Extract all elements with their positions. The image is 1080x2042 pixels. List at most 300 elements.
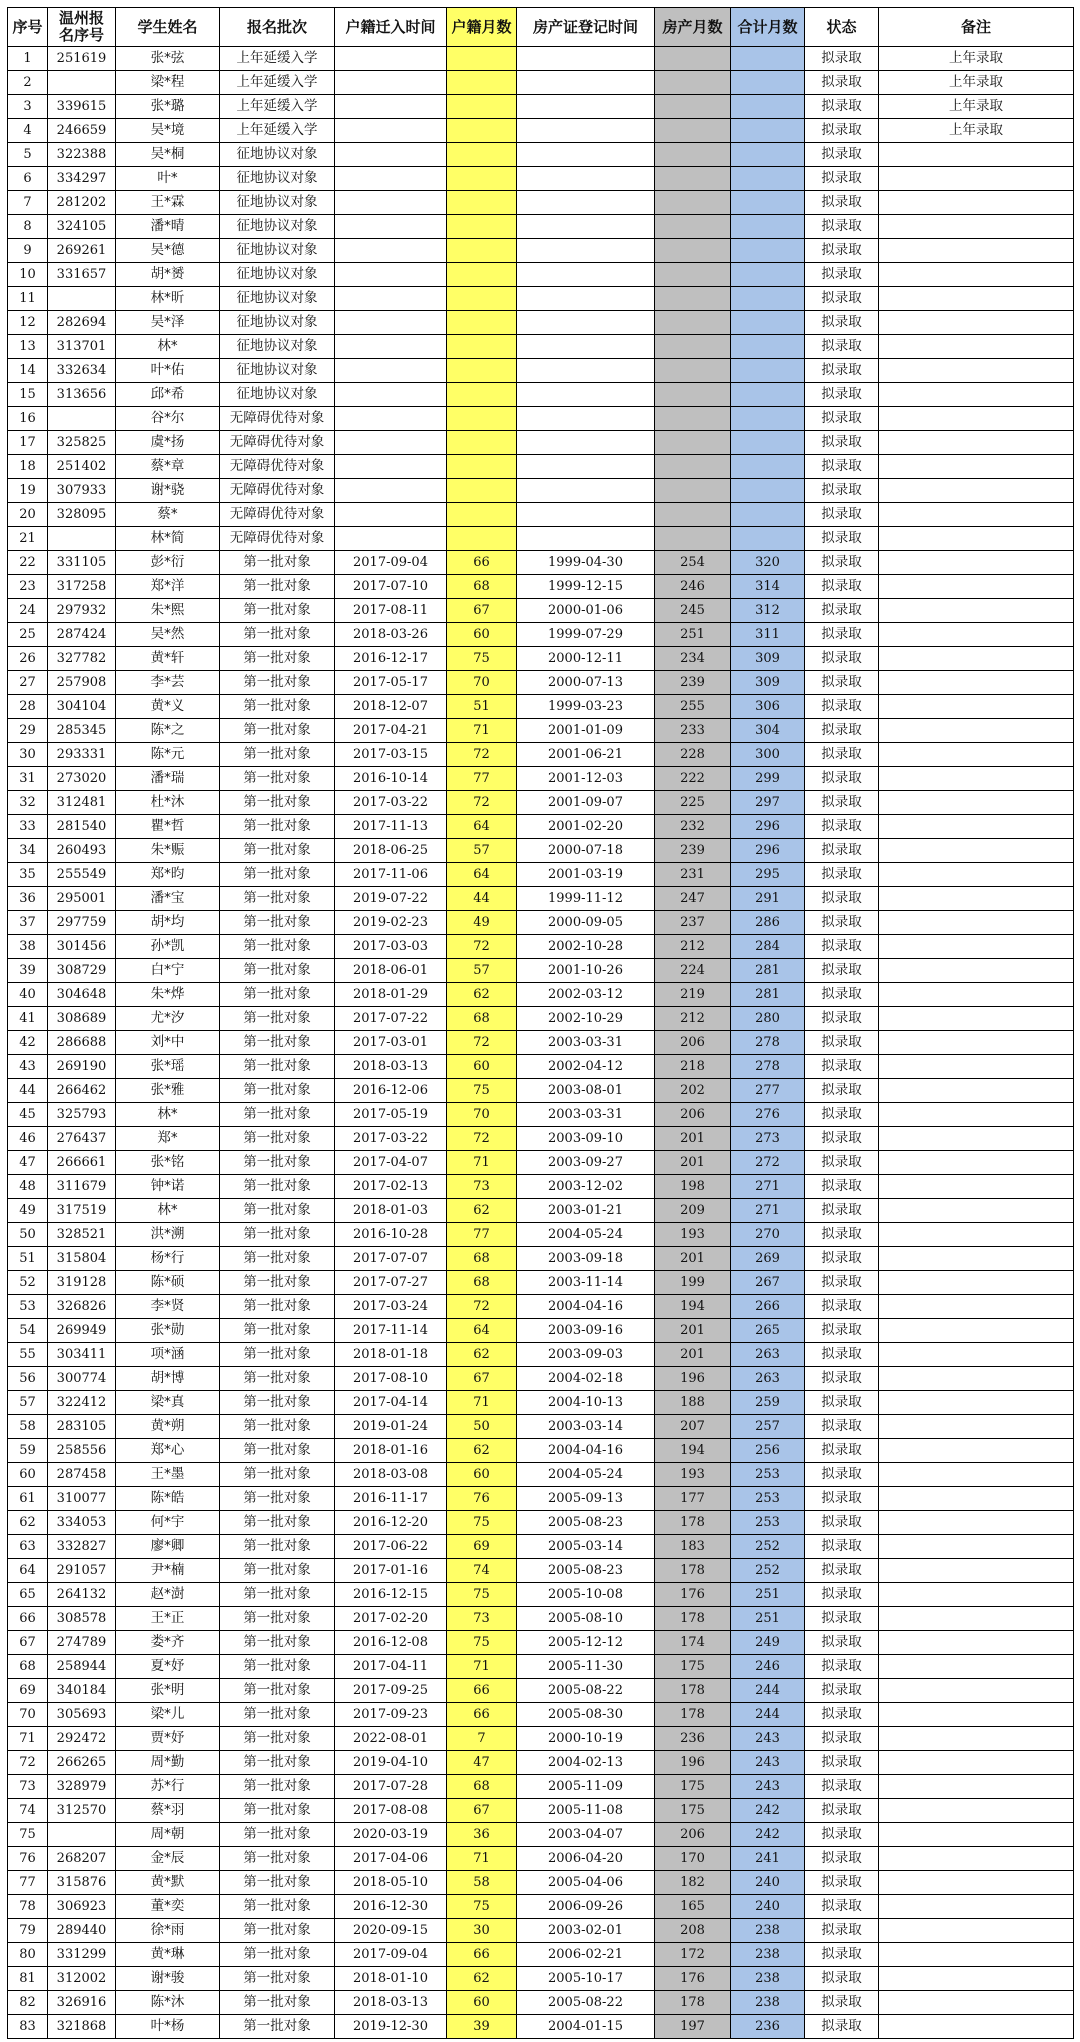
cell-remark	[879, 1559, 1074, 1583]
cell-hukou-date: 2016-12-08	[335, 1631, 447, 1655]
cell-property-months: 251	[655, 623, 731, 647]
cell-hukou-date: 2017-07-22	[335, 1007, 447, 1031]
cell-property-months: 233	[655, 719, 731, 743]
cell-batch: 第一批对象	[220, 1679, 335, 1703]
cell-hukou-date	[335, 143, 447, 167]
cell-total-months: 271	[731, 1199, 805, 1223]
table-row	[8, 479, 1074, 503]
cell-remark	[879, 1535, 1074, 1559]
table-row	[8, 1655, 1074, 1679]
cell-hukou-date: 2018-03-13	[335, 1055, 447, 1079]
table-row	[8, 1367, 1074, 1391]
cell-regno: 313656	[48, 383, 116, 407]
cell-seq: 43	[8, 1055, 48, 1079]
cell-seq: 41	[8, 1007, 48, 1031]
cell-regno: 251619	[48, 47, 116, 71]
cell-total-months	[731, 335, 805, 359]
table-row	[8, 1487, 1074, 1511]
cell-remark	[879, 431, 1074, 455]
cell-hukou-date	[335, 191, 447, 215]
cell-seq: 22	[8, 551, 48, 575]
header-regno	[48, 8, 116, 47]
table-row	[8, 1031, 1074, 1055]
cell-hukou-date	[335, 119, 447, 143]
table-row	[8, 191, 1074, 215]
cell-status: 拟录取	[805, 1079, 879, 1103]
cell-batch: 第一批对象	[220, 1895, 335, 1919]
cell-regno: 310077	[48, 1487, 116, 1511]
cell-status: 拟录取	[805, 599, 879, 623]
cell-property-months: 228	[655, 743, 731, 767]
cell-regno: 295001	[48, 887, 116, 911]
cell-property-date: 2003-09-10	[517, 1127, 655, 1151]
cell-batch: 第一批对象	[220, 2015, 335, 2039]
cell-property-date: 2000-07-18	[517, 839, 655, 863]
table-row	[8, 167, 1074, 191]
cell-property-date: 1999-03-23	[517, 695, 655, 719]
cell-hukou-date: 2017-07-07	[335, 1247, 447, 1271]
cell-hukou-months	[447, 383, 517, 407]
cell-batch: 第一批对象	[220, 1295, 335, 1319]
table-row	[8, 1967, 1074, 1991]
cell-hukou-months	[447, 143, 517, 167]
cell-batch: 征地协议对象	[220, 383, 335, 407]
cell-regno: 269949	[48, 1319, 116, 1343]
cell-total-months: 253	[731, 1511, 805, 1535]
cell-hukou-months: 62	[447, 1439, 517, 1463]
cell-status: 拟录取	[805, 1607, 879, 1631]
cell-status: 拟录取	[805, 983, 879, 1007]
cell-property-months: 196	[655, 1367, 731, 1391]
cell-hukou-date	[335, 215, 447, 239]
cell-batch: 第一批对象	[220, 1847, 335, 1871]
cell-remark	[879, 455, 1074, 479]
cell-property-months: 232	[655, 815, 731, 839]
table-row	[8, 143, 1074, 167]
cell-status: 拟录取	[805, 863, 879, 887]
table-row	[8, 959, 1074, 983]
cell-batch: 第一批对象	[220, 1199, 335, 1223]
table-row	[8, 1463, 1074, 1487]
cell-hukou-months: 71	[447, 1847, 517, 1871]
cell-regno: 328979	[48, 1775, 116, 1799]
cell-remark	[879, 767, 1074, 791]
cell-remark	[879, 311, 1074, 335]
cell-seq: 47	[8, 1151, 48, 1175]
cell-property-date: 2001-02-20	[517, 815, 655, 839]
cell-property-months: 176	[655, 1967, 731, 1991]
cell-property-months: 208	[655, 1919, 731, 1943]
cell-batch: 无障碍优待对象	[220, 503, 335, 527]
cell-total-months: 249	[731, 1631, 805, 1655]
cell-status: 拟录取	[805, 1247, 879, 1271]
cell-regno: 269190	[48, 1055, 116, 1079]
cell-property-date: 2005-03-14	[517, 1535, 655, 1559]
cell-batch: 第一批对象	[220, 1055, 335, 1079]
cell-remark	[879, 215, 1074, 239]
cell-property-date	[517, 263, 655, 287]
cell-batch: 第一批对象	[220, 935, 335, 959]
cell-hukou-date: 2016-12-30	[335, 1895, 447, 1919]
cell-name: 张*勋	[116, 1319, 220, 1343]
cell-hukou-date	[335, 239, 447, 263]
cell-hukou-date: 2017-07-28	[335, 1775, 447, 1799]
table-row	[8, 1055, 1074, 1079]
cell-remark	[879, 935, 1074, 959]
cell-hukou-months: 60	[447, 1055, 517, 1079]
cell-total-months: 278	[731, 1055, 805, 1079]
table-row	[8, 1391, 1074, 1415]
cell-status: 拟录取	[805, 1511, 879, 1535]
cell-batch: 第一批对象	[220, 1991, 335, 2015]
cell-name: 郑*心	[116, 1439, 220, 1463]
cell-hukou-months	[447, 239, 517, 263]
cell-seq: 4	[8, 119, 48, 143]
cell-property-date: 2002-10-28	[517, 935, 655, 959]
cell-property-date: 2005-08-23	[517, 1511, 655, 1535]
cell-name: 梁*程	[116, 71, 220, 95]
cell-status: 拟录取	[805, 287, 879, 311]
cell-regno: 331657	[48, 263, 116, 287]
table-row	[8, 1919, 1074, 1943]
cell-hukou-date	[335, 311, 447, 335]
cell-batch: 第一批对象	[220, 863, 335, 887]
cell-property-months	[655, 191, 731, 215]
cell-total-months: 243	[731, 1727, 805, 1751]
cell-remark	[879, 1127, 1074, 1151]
cell-total-months: 240	[731, 1895, 805, 1919]
cell-regno	[48, 407, 116, 431]
cell-name: 吴*德	[116, 239, 220, 263]
cell-total-months: 312	[731, 599, 805, 623]
cell-hukou-date: 2017-11-13	[335, 815, 447, 839]
cell-regno	[48, 287, 116, 311]
cell-seq: 53	[8, 1295, 48, 1319]
table-row	[8, 1991, 1074, 2015]
cell-hukou-months: 30	[447, 1919, 517, 1943]
cell-batch: 第一批对象	[220, 1703, 335, 1727]
cell-remark	[879, 167, 1074, 191]
cell-name: 叶*杨	[116, 2015, 220, 2039]
cell-total-months: 263	[731, 1367, 805, 1391]
table-row	[8, 311, 1074, 335]
cell-name: 谢*骁	[116, 479, 220, 503]
cell-total-months: 267	[731, 1271, 805, 1295]
cell-property-months	[655, 95, 731, 119]
cell-remark: 上年录取	[879, 119, 1074, 143]
cell-regno: 246659	[48, 119, 116, 143]
table-row	[8, 1079, 1074, 1103]
cell-remark	[879, 671, 1074, 695]
cell-seq: 76	[8, 1847, 48, 1871]
table-row	[8, 239, 1074, 263]
cell-regno: 317519	[48, 1199, 116, 1223]
cell-property-months: 231	[655, 863, 731, 887]
cell-hukou-months: 77	[447, 767, 517, 791]
cell-property-months: 178	[655, 1607, 731, 1631]
cell-hukou-date: 2020-03-19	[335, 1823, 447, 1847]
cell-property-date: 1999-11-12	[517, 887, 655, 911]
cell-regno: 315804	[48, 1247, 116, 1271]
cell-batch: 第一批对象	[220, 1343, 335, 1367]
header-hukou-months: 户籍月数	[447, 8, 517, 47]
cell-hukou-date: 2018-01-18	[335, 1343, 447, 1367]
cell-property-months: 255	[655, 695, 731, 719]
cell-status: 拟录取	[805, 1271, 879, 1295]
cell-status: 拟录取	[805, 1319, 879, 1343]
cell-batch: 第一批对象	[220, 1391, 335, 1415]
cell-remark	[879, 719, 1074, 743]
cell-hukou-date: 2016-10-28	[335, 1223, 447, 1247]
cell-hukou-months	[447, 167, 517, 191]
cell-name: 张*弦	[116, 47, 220, 71]
table-row	[8, 791, 1074, 815]
cell-seq: 30	[8, 743, 48, 767]
cell-status: 拟录取	[805, 647, 879, 671]
cell-property-date: 2005-08-22	[517, 1679, 655, 1703]
cell-name: 周*勤	[116, 1751, 220, 1775]
cell-total-months: 238	[731, 1991, 805, 2015]
cell-batch: 第一批对象	[220, 1919, 335, 1943]
cell-property-date	[517, 239, 655, 263]
cell-batch: 第一批对象	[220, 1223, 335, 1247]
cell-total-months	[731, 215, 805, 239]
cell-hukou-months	[447, 287, 517, 311]
cell-regno: 305693	[48, 1703, 116, 1727]
cell-regno: 289440	[48, 1919, 116, 1943]
header-seq: 序号	[8, 8, 48, 47]
cell-hukou-months: 70	[447, 1103, 517, 1127]
cell-batch: 第一批对象	[220, 1319, 335, 1343]
cell-hukou-date: 2016-10-14	[335, 767, 447, 791]
cell-hukou-months: 67	[447, 1799, 517, 1823]
cell-seq: 74	[8, 1799, 48, 1823]
table-row	[8, 983, 1074, 1007]
cell-regno: 260493	[48, 839, 116, 863]
cell-total-months: 309	[731, 647, 805, 671]
cell-regno: 321868	[48, 2015, 116, 2039]
cell-property-date	[517, 47, 655, 71]
cell-total-months: 238	[731, 1967, 805, 1991]
cell-batch: 征地协议对象	[220, 167, 335, 191]
cell-hukou-date: 2018-03-26	[335, 623, 447, 647]
cell-name: 白*宁	[116, 959, 220, 983]
cell-hukou-months: 62	[447, 983, 517, 1007]
cell-seq: 24	[8, 599, 48, 623]
cell-name: 王*正	[116, 1607, 220, 1631]
cell-remark	[879, 983, 1074, 1007]
cell-property-date: 2002-03-12	[517, 983, 655, 1007]
cell-status: 拟录取	[805, 1367, 879, 1391]
cell-total-months: 242	[731, 1799, 805, 1823]
cell-batch: 第一批对象	[220, 1151, 335, 1175]
cell-name: 钟*诺	[116, 1175, 220, 1199]
cell-property-date	[517, 383, 655, 407]
cell-regno: 334053	[48, 1511, 116, 1535]
cell-hukou-months: 73	[447, 1607, 517, 1631]
cell-total-months: 252	[731, 1535, 805, 1559]
cell-batch: 征地协议对象	[220, 335, 335, 359]
table-row	[8, 719, 1074, 743]
cell-total-months: 278	[731, 1031, 805, 1055]
cell-hukou-months	[447, 407, 517, 431]
cell-batch: 第一批对象	[220, 815, 335, 839]
cell-status: 拟录取	[805, 743, 879, 767]
cell-total-months: 270	[731, 1223, 805, 1247]
cell-hukou-months: 66	[447, 1679, 517, 1703]
cell-remark	[879, 599, 1074, 623]
cell-property-date: 2005-08-10	[517, 1607, 655, 1631]
cell-total-months	[731, 503, 805, 527]
cell-hukou-months	[447, 71, 517, 95]
cell-property-months: 183	[655, 1535, 731, 1559]
cell-hukou-date: 2017-04-06	[335, 1847, 447, 1871]
cell-property-date: 2001-12-03	[517, 767, 655, 791]
cell-batch: 第一批对象	[220, 575, 335, 599]
cell-property-months: 237	[655, 911, 731, 935]
cell-hukou-date: 2017-09-04	[335, 1943, 447, 1967]
cell-seq: 52	[8, 1271, 48, 1295]
cell-hukou-date: 2017-09-23	[335, 1703, 447, 1727]
cell-hukou-date: 2017-05-17	[335, 671, 447, 695]
cell-property-months: 234	[655, 647, 731, 671]
cell-seq: 46	[8, 1127, 48, 1151]
cell-hukou-date: 2017-08-08	[335, 1799, 447, 1823]
cell-regno: 258556	[48, 1439, 116, 1463]
cell-status: 拟录取	[805, 1847, 879, 1871]
cell-remark	[879, 743, 1074, 767]
cell-hukou-months: 64	[447, 815, 517, 839]
cell-remark	[879, 1055, 1074, 1079]
cell-status: 拟录取	[805, 1943, 879, 1967]
cell-hukou-months: 73	[447, 1175, 517, 1199]
cell-total-months: 295	[731, 863, 805, 887]
cell-regno: 304104	[48, 695, 116, 719]
cell-property-months	[655, 503, 731, 527]
cell-remark	[879, 1631, 1074, 1655]
cell-status: 拟录取	[805, 143, 879, 167]
cell-hukou-months: 67	[447, 599, 517, 623]
cell-name: 陈*元	[116, 743, 220, 767]
cell-property-date	[517, 359, 655, 383]
cell-name: 蔡*章	[116, 455, 220, 479]
cell-status: 拟录取	[805, 95, 879, 119]
cell-seq: 2	[8, 71, 48, 95]
cell-total-months: 269	[731, 1247, 805, 1271]
cell-status: 拟录取	[805, 1895, 879, 1919]
cell-regno: 266661	[48, 1151, 116, 1175]
cell-property-months: 201	[655, 1151, 731, 1175]
cell-property-months: 175	[655, 1799, 731, 1823]
cell-status: 拟录取	[805, 815, 879, 839]
cell-hukou-months: 57	[447, 839, 517, 863]
table-row	[8, 1535, 1074, 1559]
cell-name: 尤*汐	[116, 1007, 220, 1031]
cell-hukou-months	[447, 215, 517, 239]
cell-status: 拟录取	[805, 1127, 879, 1151]
cell-total-months: 271	[731, 1175, 805, 1199]
cell-hukou-date	[335, 407, 447, 431]
cell-batch: 无障碍优待对象	[220, 455, 335, 479]
cell-status: 拟录取	[805, 1439, 879, 1463]
cell-seq: 1	[8, 47, 48, 71]
cell-status: 拟录取	[805, 1487, 879, 1511]
cell-property-date: 2003-03-14	[517, 1415, 655, 1439]
cell-status: 拟录取	[805, 1151, 879, 1175]
cell-hukou-date: 2016-12-06	[335, 1079, 447, 1103]
cell-property-months: 209	[655, 1199, 731, 1223]
cell-name: 张*铭	[116, 1151, 220, 1175]
cell-property-months: 178	[655, 1559, 731, 1583]
cell-regno: 304648	[48, 983, 116, 1007]
cell-property-months: 178	[655, 1703, 731, 1727]
cell-hukou-months: 60	[447, 1991, 517, 2015]
cell-property-months	[655, 119, 731, 143]
cell-regno: 327782	[48, 647, 116, 671]
cell-seq: 82	[8, 1991, 48, 2015]
cell-hukou-months: 76	[447, 1487, 517, 1511]
cell-hukou-months: 7	[447, 1727, 517, 1751]
cell-property-date: 2003-09-18	[517, 1247, 655, 1271]
cell-regno: 292472	[48, 1727, 116, 1751]
cell-status: 拟录取	[805, 1535, 879, 1559]
cell-total-months: 277	[731, 1079, 805, 1103]
cell-name: 黄*琳	[116, 1943, 220, 1967]
cell-hukou-date: 2017-07-10	[335, 575, 447, 599]
cell-regno: 287458	[48, 1463, 116, 1487]
cell-property-date	[517, 143, 655, 167]
cell-property-months: 172	[655, 1943, 731, 1967]
cell-total-months: 266	[731, 1295, 805, 1319]
cell-name: 郑*洋	[116, 575, 220, 599]
cell-total-months: 304	[731, 719, 805, 743]
cell-seq: 56	[8, 1367, 48, 1391]
cell-batch: 第一批对象	[220, 1487, 335, 1511]
table-row	[8, 1295, 1074, 1319]
cell-hukou-date: 2018-03-08	[335, 1463, 447, 1487]
cell-total-months: 253	[731, 1487, 805, 1511]
cell-status: 拟录取	[805, 1463, 879, 1487]
cell-batch: 第一批对象	[220, 1031, 335, 1055]
cell-seq: 63	[8, 1535, 48, 1559]
cell-seq: 70	[8, 1703, 48, 1727]
cell-status: 拟录取	[805, 1655, 879, 1679]
cell-seq: 36	[8, 887, 48, 911]
table-row	[8, 335, 1074, 359]
cell-hukou-months: 57	[447, 959, 517, 983]
cell-hukou-date	[335, 455, 447, 479]
table-row	[8, 1559, 1074, 1583]
cell-property-date: 2000-07-13	[517, 671, 655, 695]
cell-hukou-date	[335, 359, 447, 383]
cell-property-date: 2005-11-08	[517, 1799, 655, 1823]
cell-regno: 281202	[48, 191, 116, 215]
cell-total-months	[731, 287, 805, 311]
cell-property-months: 194	[655, 1295, 731, 1319]
cell-batch: 第一批对象	[220, 1967, 335, 1991]
cell-name: 陈*皓	[116, 1487, 220, 1511]
table-row	[8, 503, 1074, 527]
cell-batch: 第一批对象	[220, 1943, 335, 1967]
cell-total-months	[731, 455, 805, 479]
cell-hukou-months: 62	[447, 1199, 517, 1223]
cell-batch: 第一批对象	[220, 1103, 335, 1127]
table-row	[8, 1511, 1074, 1535]
cell-regno: 293331	[48, 743, 116, 767]
cell-hukou-months: 75	[447, 647, 517, 671]
cell-property-date: 2006-02-21	[517, 1943, 655, 1967]
cell-status: 拟录取	[805, 1583, 879, 1607]
